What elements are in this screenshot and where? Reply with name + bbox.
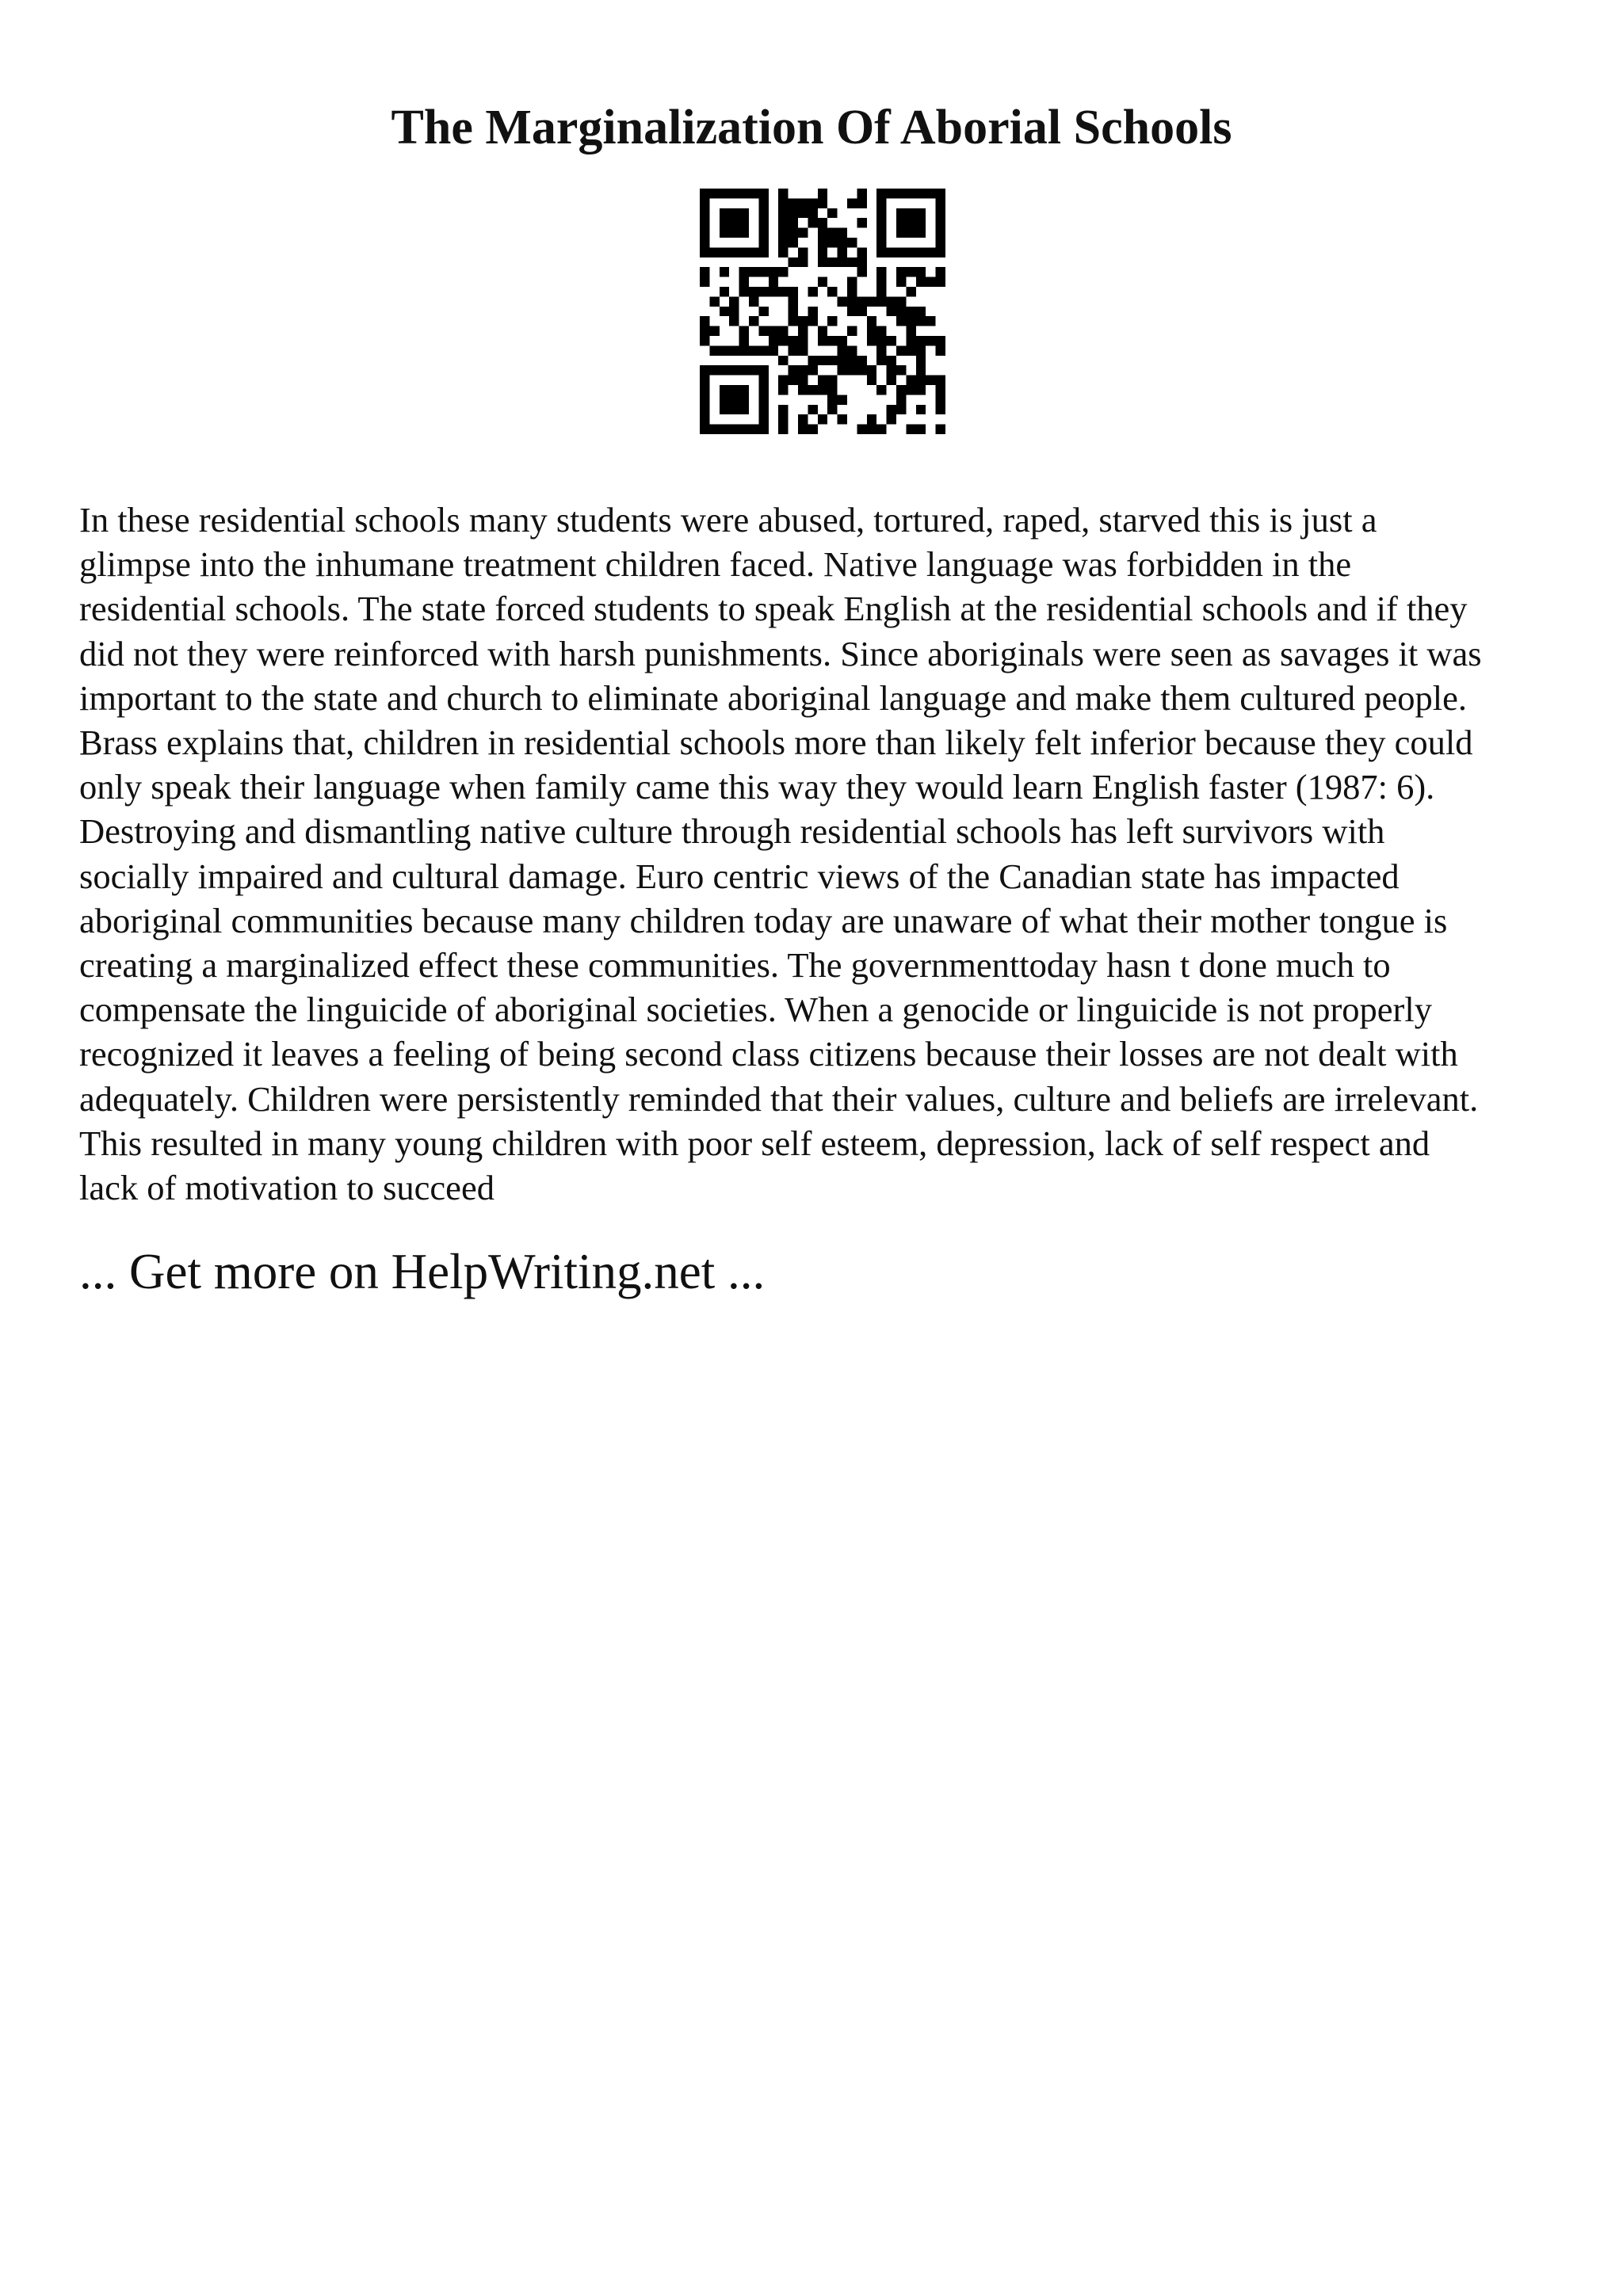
get-more-link[interactable]: ... Get more on HelpWriting.net ... [79, 1244, 766, 1299]
qr-code-icon [700, 189, 945, 434]
page-title: The Marginalization Of Aborial Schools [391, 101, 1232, 154]
body-paragraph: In these residential schools many students were abused, tortured, raped, starved this is just a glimpse into the inhumane treatment children faced. Native language was forbidden in the residential schools. The state forced students to speak English at the residential schools and if they did not they were reinforced with harsh punishments. Since aboriginals were seen as savages it was important to the state and church to eliminate aboriginal language and make them cultured people. Brass explains that, children in residential schools more than likely felt inferior because they could only speak their language when family came this way they would learn English faster (1987: 6). Destroying and dismantling native culture through residential schools has left survivors with socially impaired and cultural damage. Euro centric views of the Canadian state has impacted aboriginal communities because many children today are unaware of what their mother tongue is creating a marginalized effect these communities. The governmenttoday hasn t done much to compensate the linguicide of aboriginal societies. When a genocide or linguicide is not properly recognized it leaves a feeling of being second class citizens because their losses are not dealt with adequately. Children were persistently reminded that their values, culture and beliefs are irrelevant. This resulted in many young children with poor self esteem, depression, lack of self respect and lack of motivation to succeed [79, 500, 1482, 1208]
